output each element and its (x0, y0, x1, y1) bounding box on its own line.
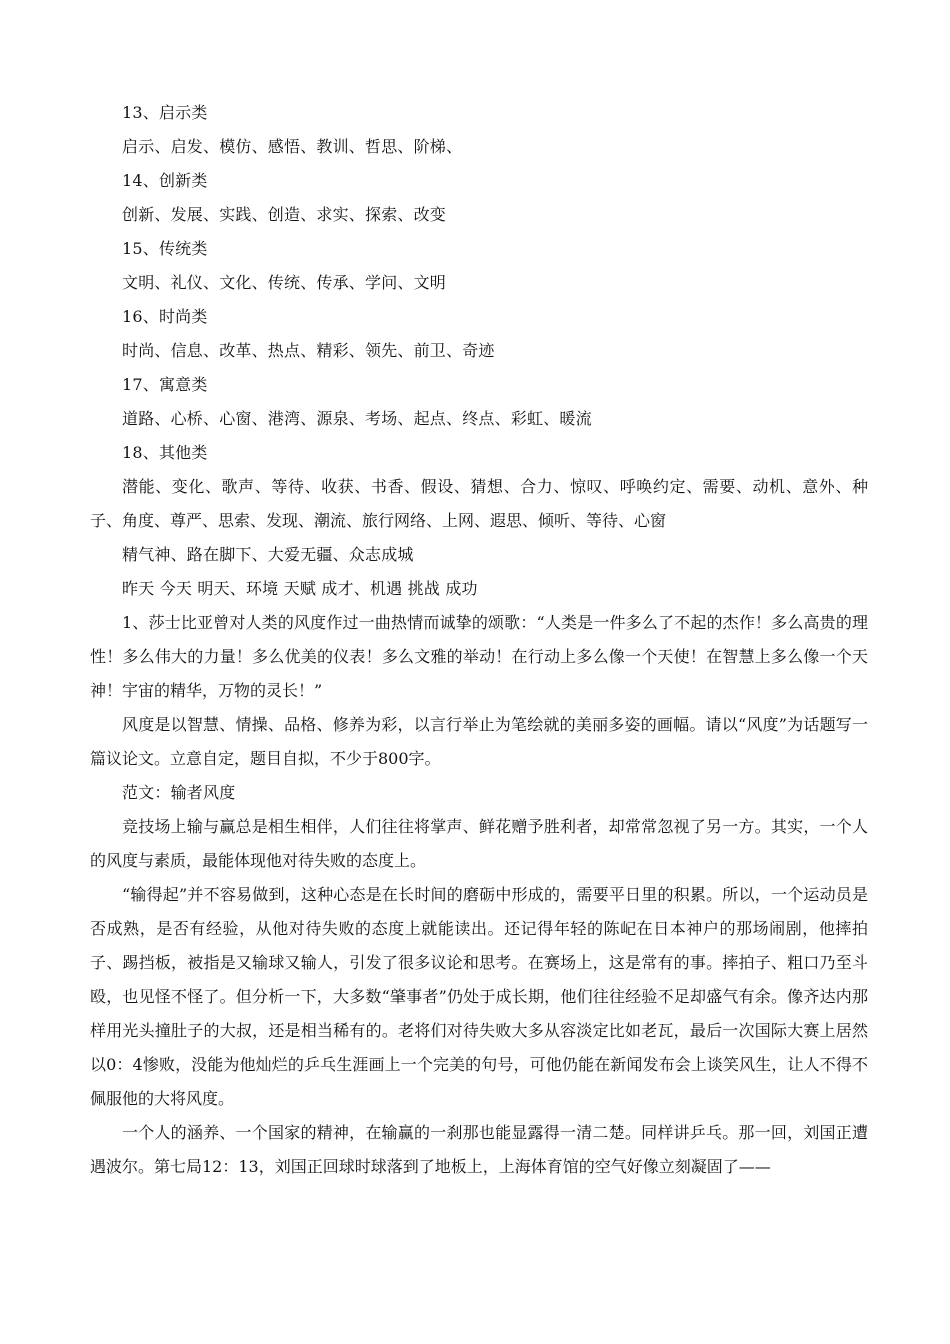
category-14 (122, 164, 868, 232)
category-16 (122, 300, 868, 368)
category-17 (122, 368, 868, 436)
category-13 (122, 96, 868, 164)
essay-title: 范文：输者风度 (122, 783, 236, 802)
category-words: 潜能、变化、歌声、等待、收获、书香、假设、猜想、合力、惊叹、呼唤约定、需要、动机、意外、种子、角度、尊严、思索、发现、潮流、旅行网络、上网、遐思、倾听、等待、心窗 (90, 477, 868, 530)
category-words: 道路、心桥、心窗、港湾、源泉、考场、起点、终点、彩虹、暖流 (122, 409, 592, 428)
category-words: 启示、启发、模仿、感悟、教训、哲思、阶梯、 (122, 137, 463, 156)
category-heading: 15、传统类 (122, 239, 208, 258)
prompt-task: 风度是以智慧、情操、品格、修养为彩，以言行举止为笔绘就的美丽多姿的画幅。请以“风度”为话题写一篇议论文。立意自定，题目自拟，不少于800字。 (90, 715, 868, 768)
category-words: 时尚、信息、改革、热点、精彩、领先、前卫、奇迹 (122, 341, 495, 360)
category-heading: 14、创新类 (122, 171, 208, 190)
category-words: 文明、礼仪、文化、传统、传承、学问、文明 (122, 273, 447, 292)
category-heading: 17、寓意类 (122, 375, 208, 394)
extra-phrase-line: 昨天 今天 明天、环境 天赋 成才、机遇 挑战 成功 (122, 579, 478, 598)
category-heading: 16、时尚类 (122, 307, 208, 326)
category-heading: 18、其他类 (122, 443, 208, 462)
prompt-quote: 1、莎士比亚曾对人类的风度作过一曲热情而诚挚的颂歌：“人类是一件多么了不起的杰作！多么高贵的理性！多么伟大的力量！多么优美的仪表！多么文雅的举动！在行动上多么像一个天使！在智慧上多么像一个天神！宇宙的精华，万物的灵长！” (90, 613, 868, 700)
category-15 (122, 232, 868, 300)
category-words: 创新、发展、实践、创造、求实、探索、改变 (122, 205, 447, 224)
extra-phrase-line: 精气神、路在脚下、大爱无疆、众志成城 (122, 545, 414, 564)
essay-paragraph: 一个人的涵养、一个国家的精神，在输赢的一刹那也能显露得一清二楚。同样讲乒乓。那一回，刘国正遭遇波尔。第七局12：13，刘国正回球时球落到了地板上，上海体育馆的空气好像立刻凝固了—— (90, 1123, 868, 1176)
category-heading: 13、启示类 (122, 103, 208, 122)
essay-paragraph: “输得起”并不容易做到，这种心态是在长时间的磨砺中形成的，需要平日里的积累。所以，一个运动员是否成熟，是否有经验，从他对待失败的态度上就能读出。还记得年轻的陈屺在日本神户的那场闹剧，他摔拍子、踢挡板，被指是又输球又输人，引发了很多议论和思考。在赛场上，这是常有的事。摔拍子、粗口乃至斗殴，也见怪不怪了。但分析一下，大多数“肇事者”仍处于成长期，他们往往经验不足却盛气有余。像齐达内那样用光头撞肚子的大叔，还是相当稀有的。老将们对待失败大多从容淡定比如老瓦，最后一次国际大赛上居然以0：4惨败，没能为他灿烂的乒乓生涯画上一个完美的句号，可他仍能在新闻发布会上谈笑风生，让人不得不佩服他的大将风度。 (90, 885, 868, 1108)
essay-paragraph: 竞技场上输与赢总是相生相伴，人们往往将掌声、鲜花赠予胜利者，却常常忽视了另一方。其实，一个人的风度与素质，最能体现他对待失败的态度上。 (90, 817, 868, 870)
category-18 (90, 436, 868, 538)
